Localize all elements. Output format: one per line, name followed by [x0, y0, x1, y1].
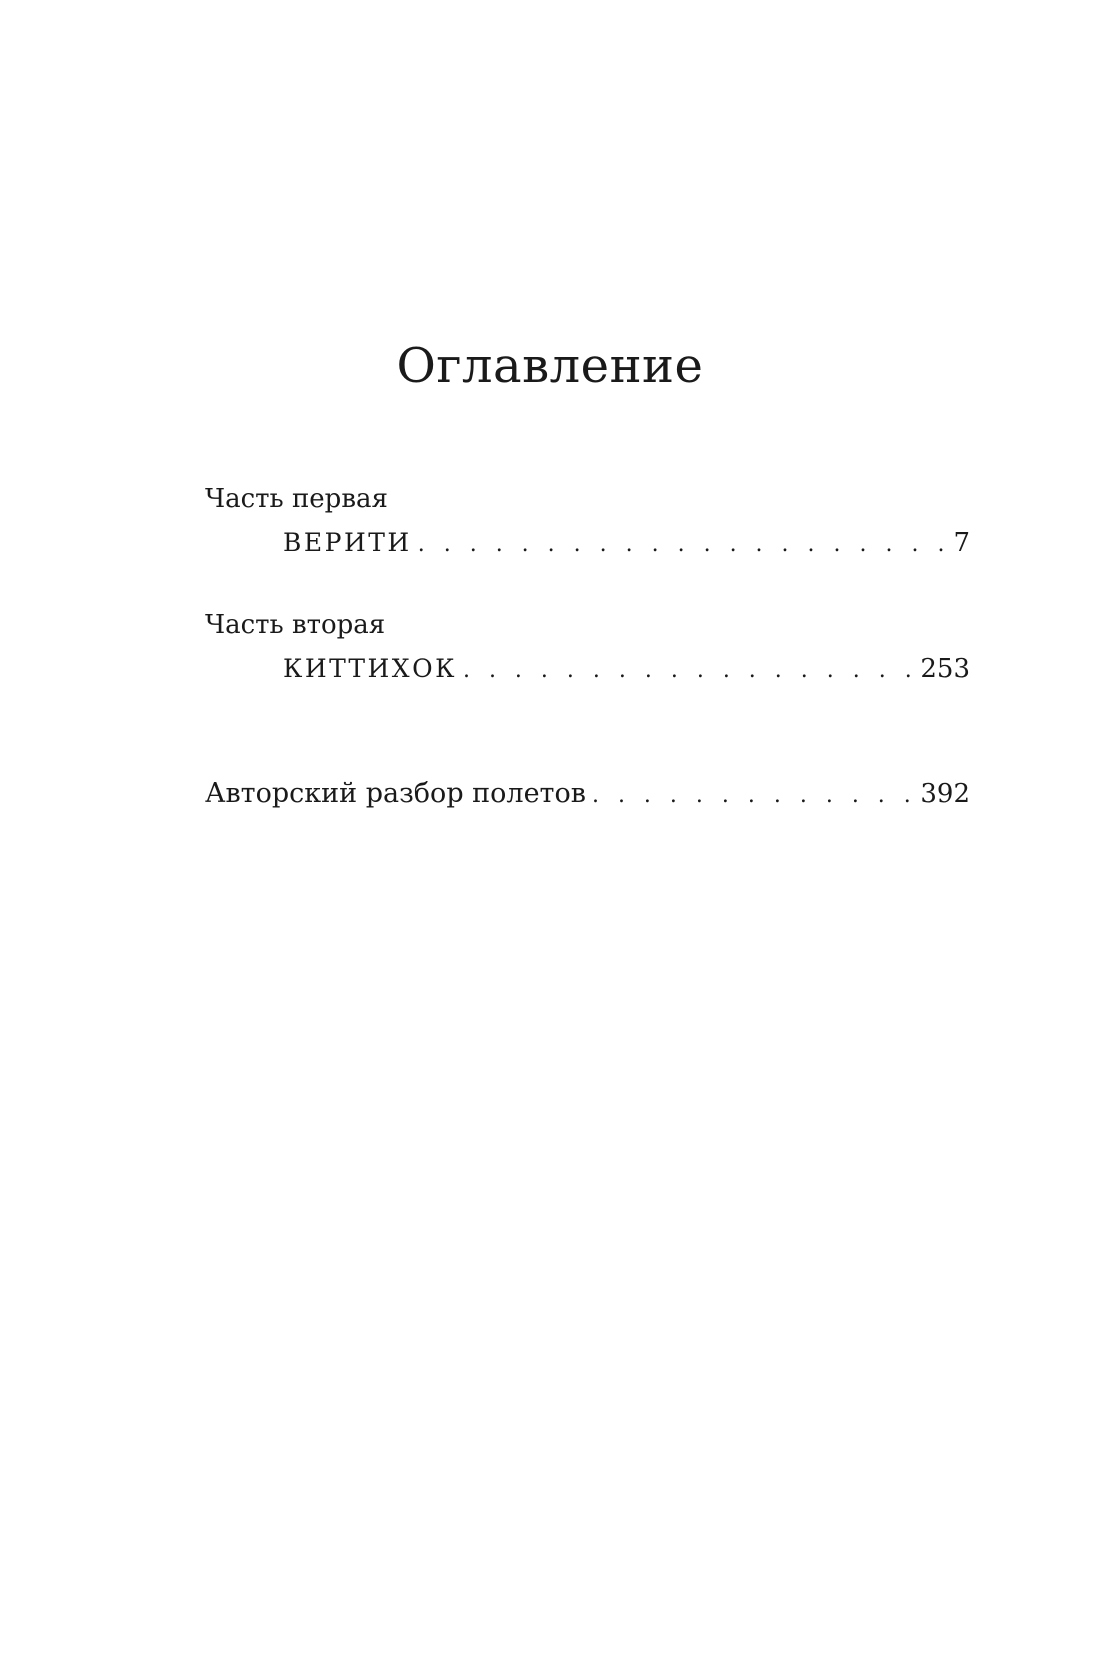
dot-leader: [463, 653, 914, 689]
toc-afterword: [205, 776, 970, 812]
toc-page-number: 253: [920, 654, 970, 684]
toc-entry-afterword[interactable]: [205, 776, 970, 812]
toc-entry-title: КИТТИХОК: [283, 654, 457, 683]
page-title: Оглавление: [396, 338, 704, 394]
dot-leader: [592, 778, 914, 814]
toc-page-number: 7: [953, 528, 970, 558]
dot-leader: [418, 527, 948, 563]
toc-entry-title: ВЕРИТИ: [283, 528, 412, 557]
toc-page-number: 392: [920, 779, 970, 809]
toc-part-1: [205, 482, 970, 561]
toc-entry-kittihok[interactable]: [205, 651, 970, 687]
toc-entry-title: Авторский разбор полетов: [205, 778, 586, 809]
part-label: Часть вторая: [205, 610, 386, 640]
toc-entry-veriti[interactable]: [205, 525, 970, 561]
part-label: Часть первая: [205, 484, 388, 514]
toc-part-2: [205, 608, 970, 687]
